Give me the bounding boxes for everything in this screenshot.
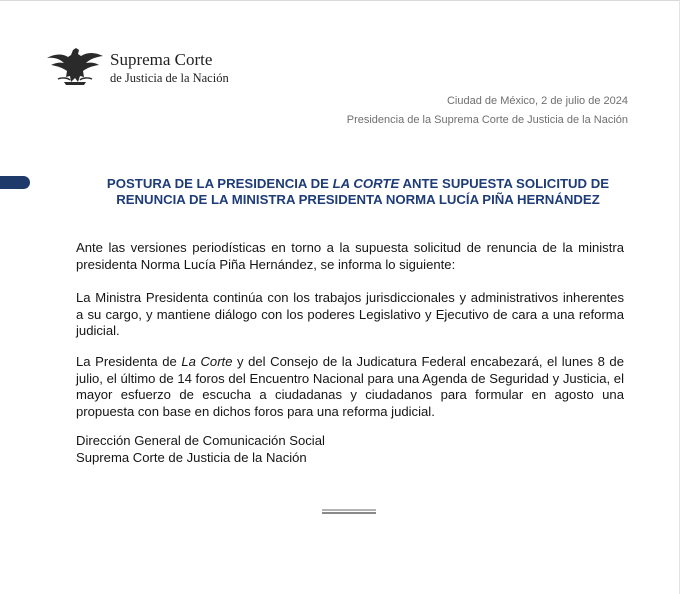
title-line-2: RENUNCIA DE LA MINISTRA PRESIDENTA NORMA LUCÍA PIÑA HERNÁNDEZ [116, 192, 600, 207]
logo-subtitle: de Justicia de la Nación [110, 71, 229, 85]
issuer-line: Presidencia de la Suprema Corte de Justicia de la Nación [346, 114, 628, 126]
paragraph-1: Ante las versiones periodísticas en torno a la supuesta solicitud de renuncia de la ministra presidenta Norma Lucía Piña Hernández, se informa lo siguiente: [76, 240, 624, 272]
title-line-1-end: ANTE SUPUESTA SOLICITUD DE [399, 176, 610, 191]
signature-block [76, 433, 624, 466]
paragraph-3-start: La Presidenta de [76, 354, 182, 369]
page-top-border [0, 0, 680, 1]
eagle-emblem-icon [46, 44, 104, 86]
scjn-logo [46, 44, 229, 88]
paragraph-3-end: y del Consejo de la Judicatura Federal encabezará, el lunes 8 de julio, el último de 14 foros del Encuentro Nacional para una Agenda de Seguridad y Justicia, el mayor esfuerzo de escucha a ciudadanas y ciudadanos para formular en agosto una propuesta con base en dichos foros para una reforma judicial. [76, 354, 624, 419]
title-line-1-italic: LA CORTE [332, 176, 400, 191]
document-meta [347, 92, 628, 130]
footer-divider [322, 509, 376, 514]
paragraph-2: La Ministra Presidenta continúa con los trabajos jurisdiccionales y administrativos inherentes a su cargo, y mantiene diálogo con los poderes Legislativo y Ejecutivo de cara a una reforma judicial. [76, 290, 624, 339]
paragraph-3 [76, 354, 624, 420]
title-line-1-start: POSTURA DE LA PRESIDENCIA DE [106, 176, 333, 191]
title-line-1 [70, 176, 646, 192]
press-release-title [70, 176, 646, 208]
date-line: Ciudad de México, 2 de julio de 2024 [446, 95, 628, 107]
side-accent-tab [0, 176, 30, 189]
signature-line-1: Dirección General de Comunicación Social [76, 433, 325, 448]
signature-line-2: Suprema Corte de Justicia de la Nación [76, 449, 307, 465]
paragraph-3-italic: La Corte [181, 354, 233, 369]
logo-title: Suprema Corte [110, 50, 213, 69]
